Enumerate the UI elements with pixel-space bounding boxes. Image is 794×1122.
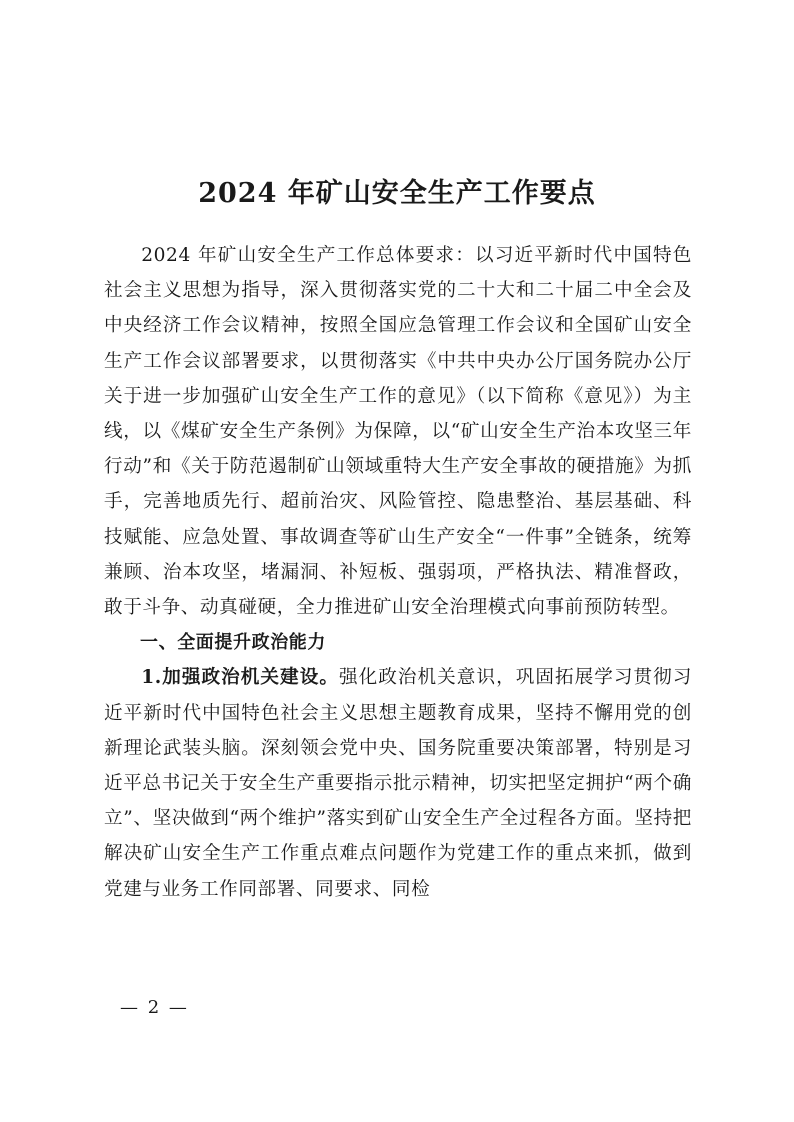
item-text: 强化政治机关意识，巩固拓展学习贯彻习近平新时代中国特色社会主义思想主题教育成果，坚持不懈用党的创新理论武装头脑。深刻领会党中央、国务院重要决策部署，特别是习近平总书记关于安全生产重要指示批示精神，切实把坚定拥护“两个确立”、坚决做到“两个维护”落实到矿山安全生产全过程各方面。坚持把解决矿山安全生产工作重点难点问题作为党建工作的重点来抓，做到党建与业务工作同部署、同要求、同检 [104, 667, 692, 900]
page-number: — 2 — [120, 997, 189, 1018]
item-paragraph [104, 660, 692, 906]
document-body [104, 238, 692, 907]
intro-paragraph: 2024 年矿山安全生产工作总体要求：以习近平新时代中国特色社会主义思想为指导，深入贯彻落实党的二十大和二十届二中全会及中央经济工作会议精神，按照全国应急管理工作会议和全国矿山安全生产工作会议部署要求，以贯彻落实《中共中央办公厅国务院办公厅关于进一步加强矿山安全生产工作的意见》（以下简称《意见》）为主线，以《煤矿安全生产条例》为保障，以“矿山安全生产治本攻坚三年行动”和《关于防范遏制矿山领域重特大生产安全事故的硬措施》为抓手，完善地质先行、超前治灾、风险管控、隐患整治、基层基础、科技赋能、应急处置、事故调查等矿山生产安全“一件事”全链条，统筹兼顾、治本攻坚，堵漏洞、补短板、强弱项，严格执法、精准督政，敢于斗争、动真碰硬，全力推进矿山安全治理模式向事前预防转型。 [104, 245, 692, 619]
item-lead: 1.加强政治机关建设。 [141, 667, 339, 689]
section-heading: 一、全面提升政治能力 [140, 632, 326, 654]
document-title: 2024 年矿山安全生产工作要点 [198, 178, 596, 209]
